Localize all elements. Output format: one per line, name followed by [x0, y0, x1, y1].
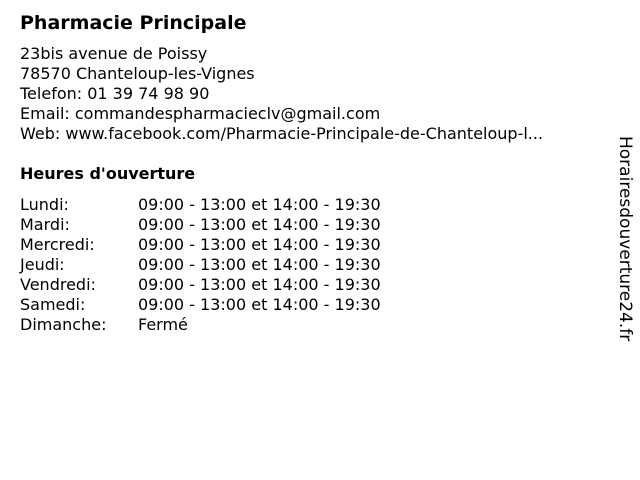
- address-city: 78570 Chanteloup-les-Vignes: [20, 64, 255, 83]
- time-value: 09:00 - 13:00 et 14:00 - 19:30: [138, 255, 381, 274]
- time-value: 09:00 - 13:00 et 14:00 - 19:30: [138, 275, 381, 294]
- opening-hours-heading: Heures d'ouverture: [20, 164, 196, 183]
- time-value: 09:00 - 13:00 et 14:00 - 19:30: [138, 195, 381, 214]
- hours-row-tuesday: [20, 215, 381, 235]
- day-label: Vendredi:: [20, 275, 96, 294]
- day-label: Mercredi:: [20, 235, 95, 254]
- hours-row-friday: [20, 275, 381, 295]
- hours-row-sunday: [20, 315, 381, 335]
- pharmacy-name: Pharmacie Principale: [20, 12, 247, 34]
- day-label: Mardi:: [20, 215, 70, 234]
- hours-row-wednesday: [20, 235, 381, 255]
- time-value: 09:00 - 13:00 et 14:00 - 19:30: [138, 235, 381, 254]
- phone-line: Telefon: 01 39 74 98 90: [20, 84, 210, 103]
- hours-row-saturday: [20, 295, 381, 315]
- day-label: Samedi:: [20, 295, 86, 314]
- watermark: [612, 136, 636, 372]
- day-label: Dimanche:: [20, 315, 107, 334]
- time-value: Fermé: [138, 315, 188, 334]
- time-value: 09:00 - 13:00 et 14:00 - 19:30: [138, 295, 381, 314]
- opening-hours-table: [20, 195, 381, 335]
- day-label: Lundi:: [20, 195, 69, 214]
- email-line: Email: commandespharmacieclv@gmail.com: [20, 104, 381, 123]
- time-value: 09:00 - 13:00 et 14:00 - 19:30: [138, 215, 381, 234]
- contact-block: [20, 44, 610, 144]
- web-line: Web: www.facebook.com/Pharmacie-Principale-de-Chanteloup-l...: [20, 124, 544, 143]
- hours-row-monday: [20, 195, 381, 215]
- day-label: Jeudi:: [20, 255, 65, 274]
- hours-row-thursday: [20, 255, 381, 275]
- watermark-text: Horairesdouverture24.fr: [615, 136, 635, 342]
- address-street: 23bis avenue de Poissy: [20, 44, 208, 63]
